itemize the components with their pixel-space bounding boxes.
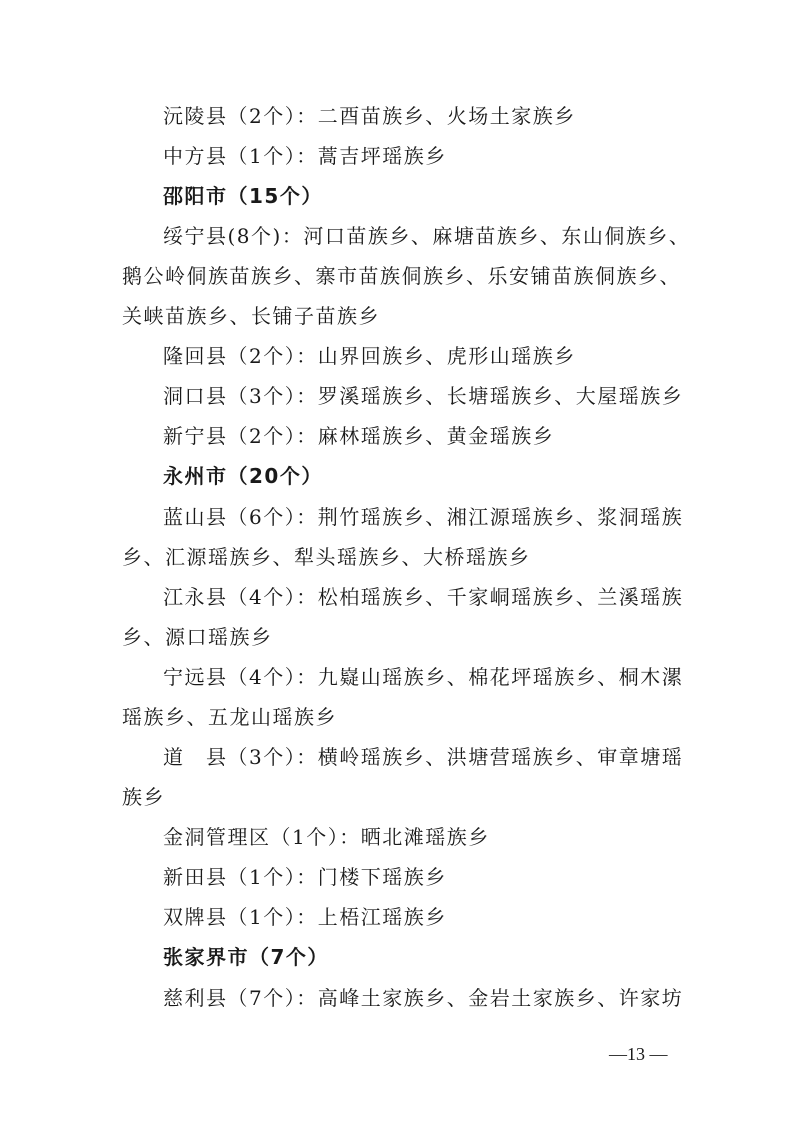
text-line-ningyuan-cont: 瑶族乡、五龙山瑶族乡 xyxy=(122,705,337,729)
text-line-zhongfang: 中方县（1个）：蒿吉坪瑶族乡 xyxy=(163,144,447,168)
text-line-suining-cont-2: 关峡苗族乡、长铺子苗族乡 xyxy=(122,304,380,328)
text-line-jiangyong-cont: 乡、源口瑶族乡 xyxy=(122,625,273,649)
text-line-dongkou: 洞口县（3个）：罗溪瑶族乡、长塘瑶族乡、大屋瑶族乡 xyxy=(163,384,684,408)
text-line-jiangyong: 江永县（4个）：松柏瑶族乡、千家峒瑶族乡、兰溪瑶族 xyxy=(163,585,684,609)
text-line-xintian: 新田县（1个）：门楼下瑶族乡 xyxy=(163,865,447,889)
text-line-lanshan: 蓝山县（6个）：荆竹瑶族乡、湘江源瑶族乡、浆洞瑶族 xyxy=(163,505,684,529)
text-line-daoxian-cont: 族乡 xyxy=(122,785,165,809)
text-line-longhui: 隆回县（2个）：山界回族乡、虎形山瑶族乡 xyxy=(163,344,576,368)
section-heading-shaoyang: 邵阳市（15个） xyxy=(163,184,323,208)
section-heading-zhangjiajie: 张家界市（7个） xyxy=(163,945,329,969)
text-line-lanshan-cont: 乡、汇源瑶族乡、犁头瑶族乡、大桥瑶族乡 xyxy=(122,545,531,569)
page-number: —13 — xyxy=(609,1044,668,1064)
text-line-jindong: 金洞管理区（1个）：晒北滩瑶族乡 xyxy=(163,825,490,849)
text-line-shuangpai: 双牌县（1个）：上梧江瑶族乡 xyxy=(163,905,447,929)
text-line-xinning: 新宁县（2个）：麻林瑶族乡、黄金瑶族乡 xyxy=(163,424,555,448)
section-heading-yongzhou: 永州市（20个） xyxy=(163,464,323,488)
text-line-ningyuan: 宁远县（4个）：九嶷山瑶族乡、棉花坪瑶族乡、桐木漯 xyxy=(163,665,684,689)
text-line-suining: 绥宁县(8个)：河口苗族乡、麻塘苗族乡、东山侗族乡、 xyxy=(163,224,691,248)
text-line-cili: 慈利县（7个）：高峰土家族乡、金岩土家族乡、许家坊 xyxy=(163,986,684,1010)
text-line-daoxian: 道 县（3个）：横岭瑶族乡、洪塘营瑶族乡、审章塘瑶 xyxy=(163,745,684,769)
text-line-suining-cont-1: 鹅公岭侗族苗族乡、寨市苗族侗族乡、乐安铺苗族侗族乡、 xyxy=(122,264,681,288)
text-line-yuanling: 沅陵县（2个）：二酉苗族乡、火场土家族乡 xyxy=(163,104,576,128)
